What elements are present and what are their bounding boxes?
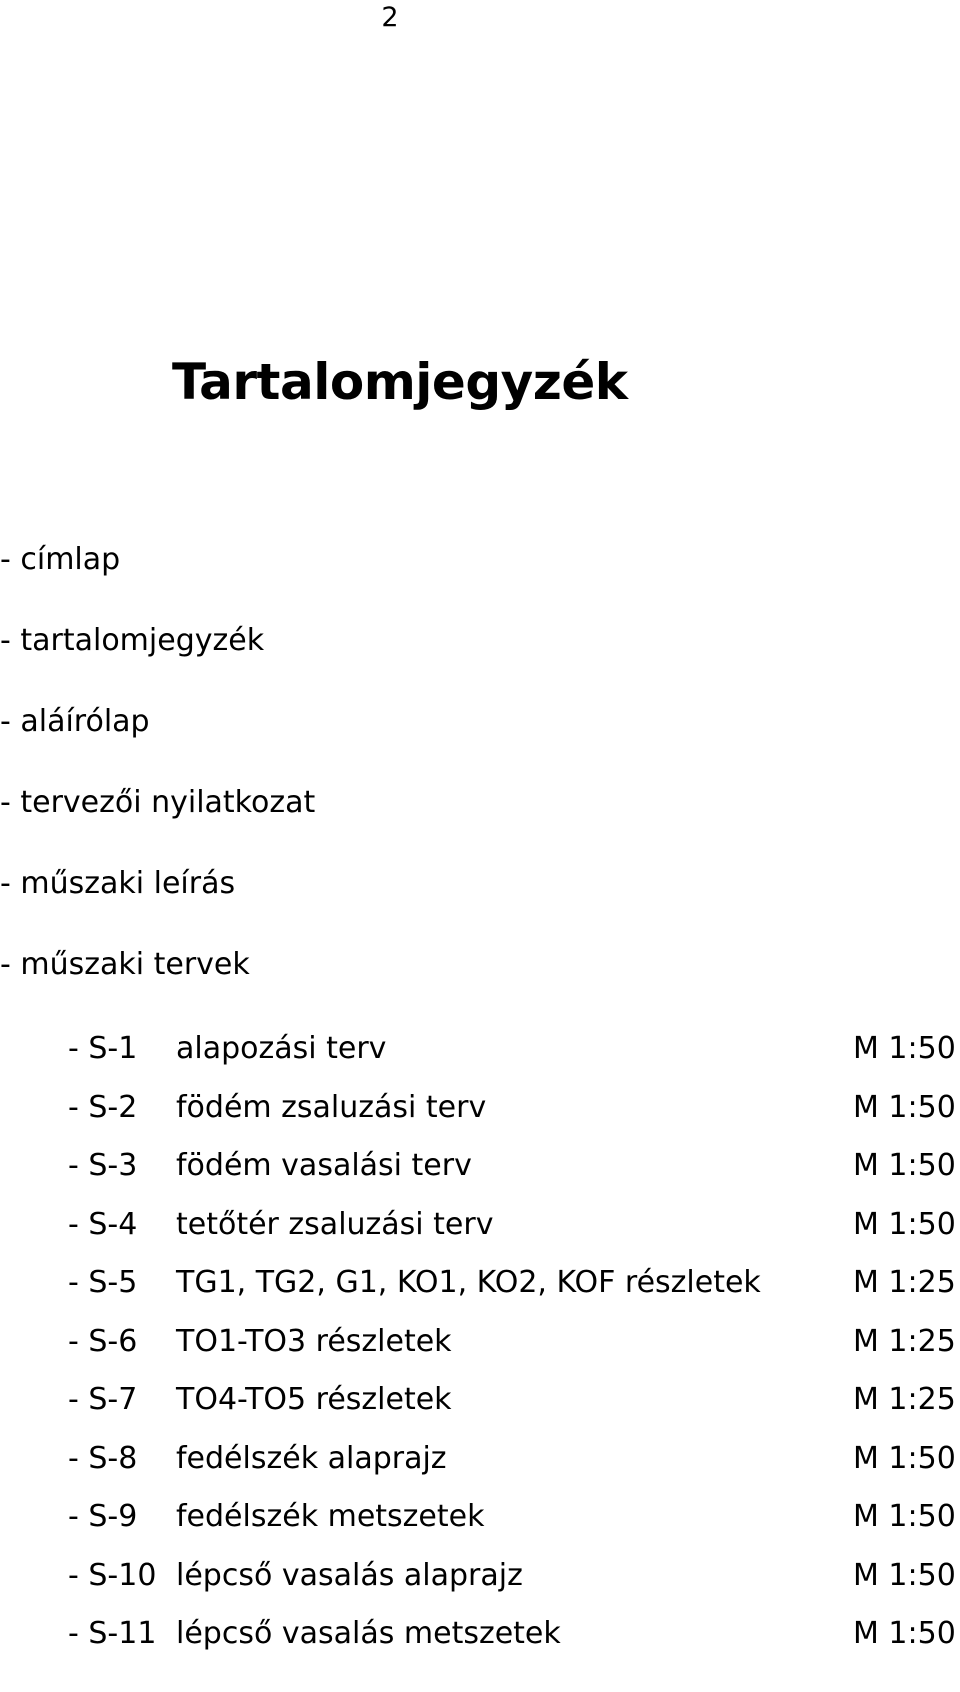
plan-scale: M 1:50 <box>853 1499 956 1534</box>
plan-code: - S-1 <box>68 1031 138 1066</box>
plan-scale: M 1:50 <box>853 1089 956 1125</box>
plan-code: - S-7 <box>68 1382 138 1417</box>
plan-scale: M 1:50 <box>853 1031 956 1066</box>
plan-code: - S-2 <box>68 1089 138 1125</box>
plan-description: fedélszék metszetek <box>176 1499 485 1534</box>
plan-code: - S-11 <box>68 1616 157 1651</box>
plan-scale: M 1:50 <box>853 1206 956 1242</box>
plan-description: TO4-TO5 részletek <box>176 1382 452 1417</box>
plan-code: - S-3 <box>68 1148 138 1183</box>
page-title: Tartalomjegyzék <box>172 353 628 411</box>
plan-row <box>0 1205 960 1264</box>
plan-row <box>0 1556 960 1615</box>
plan-code: - S-10 <box>68 1557 157 1593</box>
plan-row <box>0 1029 960 1088</box>
plan-row <box>0 1439 960 1498</box>
plan-row <box>0 1088 960 1147</box>
plan-scale: M 1:25 <box>853 1323 956 1359</box>
plan-scale: M 1:50 <box>853 1440 956 1476</box>
plan-code: - S-8 <box>68 1440 138 1476</box>
contents-item: - aláírólap <box>0 704 150 739</box>
plan-description: lépcső vasalás metszetek <box>176 1616 561 1651</box>
plan-description: tetőtér zsaluzási terv <box>176 1206 494 1242</box>
plan-scale: M 1:50 <box>853 1557 956 1593</box>
plan-description: födém zsaluzási terv <box>176 1089 487 1125</box>
plan-row <box>0 1322 960 1381</box>
plan-description: alapozási terv <box>176 1031 387 1066</box>
plan-scale: M 1:50 <box>853 1616 956 1651</box>
plan-scale: M 1:25 <box>853 1265 956 1300</box>
plan-scale: M 1:50 <box>853 1148 956 1183</box>
contents-item: - tervezői nyilatkozat <box>0 785 316 820</box>
plan-description: TG1, TG2, G1, KO1, KO2, KOF részletek <box>176 1265 761 1300</box>
plan-description: TO1-TO3 részletek <box>176 1323 452 1359</box>
plan-code: - S-4 <box>68 1206 138 1242</box>
plan-row <box>0 1497 960 1556</box>
contents-item: - műszaki leírás <box>0 866 236 901</box>
plan-row <box>0 1263 960 1322</box>
contents-item: - címlap <box>0 542 121 577</box>
plan-code: - S-9 <box>68 1499 138 1534</box>
plan-row <box>0 1380 960 1439</box>
page-number: 2 <box>381 2 399 33</box>
plan-description: fedélszék alaprajz <box>176 1440 447 1476</box>
contents-item: - tartalomjegyzék <box>0 623 265 658</box>
plans-list <box>0 1029 960 1673</box>
plan-row <box>0 1614 960 1673</box>
plan-row <box>0 1146 960 1205</box>
contents-list <box>0 540 315 1026</box>
plan-code: - S-6 <box>68 1323 138 1359</box>
contents-item: - műszaki tervek <box>0 947 250 982</box>
plan-code: - S-5 <box>68 1265 138 1300</box>
plan-description: lépcső vasalás alaprajz <box>176 1557 523 1593</box>
plan-description: födém vasalási terv <box>176 1148 472 1183</box>
plan-scale: M 1:25 <box>853 1382 956 1417</box>
